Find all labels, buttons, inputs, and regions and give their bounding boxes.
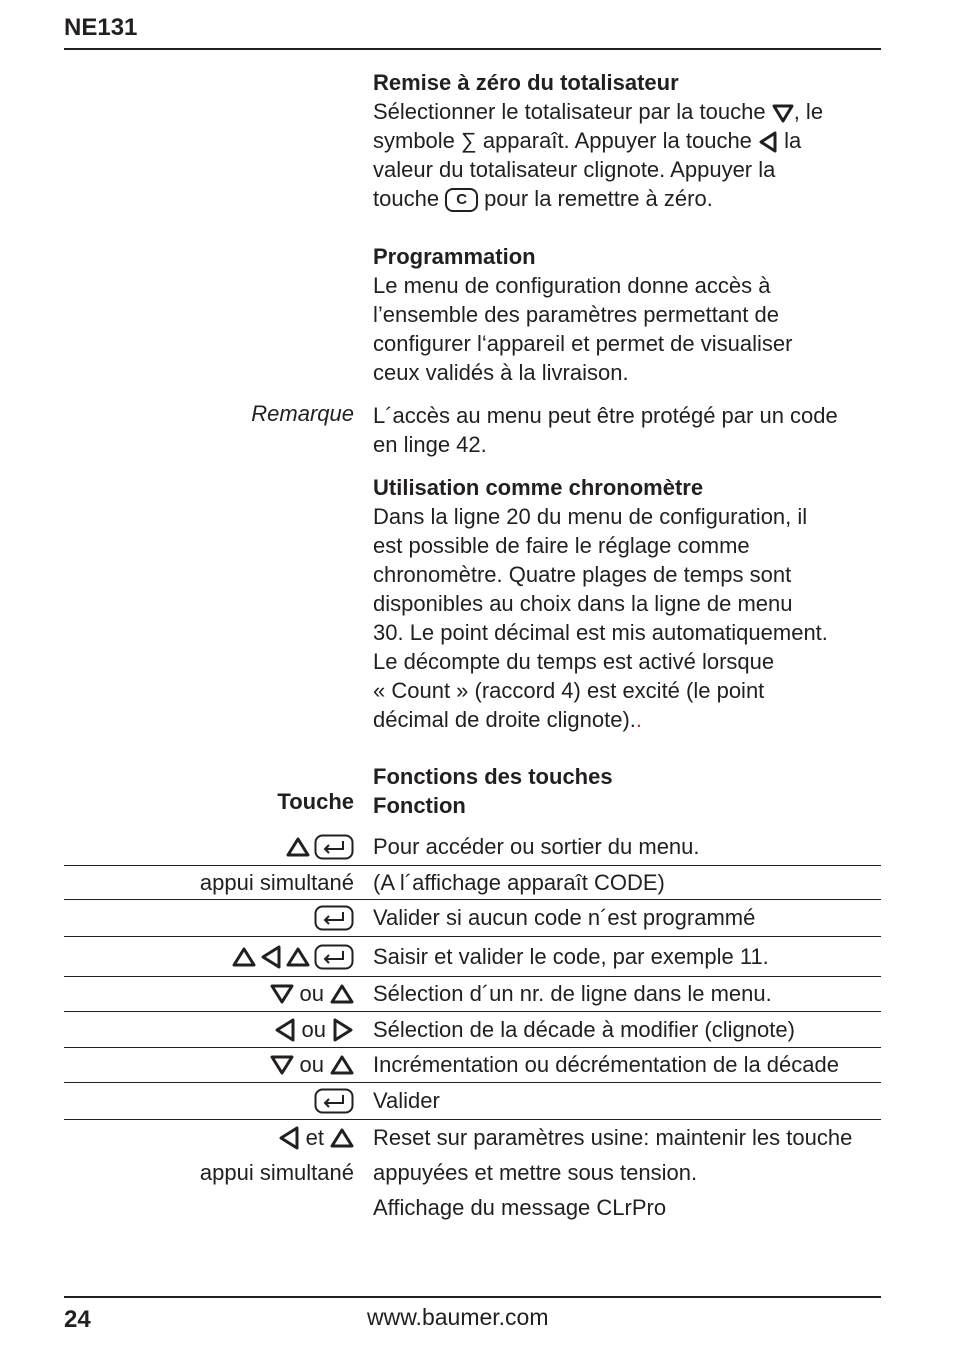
key-cell: [200, 866, 354, 899]
prog-line: l’ensemble des paramètres permettant de: [373, 302, 779, 327]
table-title: Fonctions des touches: [373, 764, 613, 789]
up-arrow-icon: [330, 983, 354, 1005]
chrono-line: Dans la ligne 20 du menu de configuration, il: [373, 504, 808, 529]
remark-text: [373, 401, 873, 459]
table-row: [64, 866, 881, 900]
function-cell: (A l´affichage apparaît CODE): [373, 870, 665, 895]
enter-key-icon: [314, 1088, 354, 1114]
down-arrow-icon: [270, 1054, 294, 1076]
reset-paragraph: [373, 97, 873, 213]
reset-heading: Remise à zéro du totalisateur: [373, 70, 679, 95]
left-arrow-icon: [274, 1018, 296, 1042]
enter-key-icon: [314, 905, 354, 931]
page-number: 24: [64, 1306, 91, 1333]
chrono-line: est possible de faire le réglage comme: [373, 533, 750, 558]
right-arrow-icon: [332, 1018, 354, 1042]
table-row: [64, 900, 881, 937]
enter-key-icon: [314, 834, 354, 860]
up-arrow-icon: [232, 946, 256, 968]
chrono-paragraph: [373, 502, 873, 734]
key-connector: et: [305, 1124, 324, 1150]
key-cell: [274, 1012, 354, 1047]
table-row: [64, 1012, 881, 1048]
key-label: appui simultané: [199, 1159, 354, 1185]
reset-line1a: Sélectionner le totalisateur par la touche: [373, 99, 766, 124]
reset-line1b: , le: [793, 99, 824, 124]
table-row: [64, 1048, 881, 1083]
function-cell: Valider si aucun code n´est programmé: [373, 905, 756, 930]
chrono-line: chronomètre. Quatre plages de temps sont: [373, 562, 792, 587]
key-cell: [232, 937, 354, 976]
key-cell: [286, 828, 354, 865]
reset-line2a: symbole ∑ apparaît. Appuyer la touche: [373, 128, 752, 153]
table-row: [64, 1083, 881, 1120]
chrono-line: « Count » (raccord 4) est excité (le point: [373, 678, 765, 703]
key-functions-table: [64, 828, 881, 1225]
left-arrow-icon: [278, 1126, 300, 1150]
chrono-heading: Utilisation comme chronomètre: [373, 475, 704, 500]
reset-line3: valeur du totalisateur clignote. Appuyer la: [373, 157, 776, 182]
down-arrow-icon: [270, 983, 294, 1005]
up-arrow-icon: [286, 946, 310, 968]
function-cell: Affichage du message CLrPro: [373, 1195, 667, 1220]
function-cell: Pour accéder ou sortier du menu.: [373, 834, 700, 859]
remark-line: en linge 42.: [373, 432, 487, 457]
prog-line: configurer l‘appareil et permet de visualiser: [373, 331, 793, 356]
left-arrow-icon: [260, 945, 282, 969]
table-row: [64, 937, 881, 977]
key-cell: [314, 900, 354, 936]
key-cell: [270, 1048, 354, 1082]
function-cell: Sélection d´un nr. de ligne dans le menu.: [373, 981, 772, 1006]
table-row: [64, 977, 881, 1012]
prog-heading: Programmation: [373, 244, 536, 269]
key-connector: ou: [299, 981, 324, 1006]
page-header: [64, 12, 881, 50]
up-arrow-icon: [330, 1054, 354, 1076]
table-row: [64, 1155, 881, 1190]
key-label: appui simultané: [199, 869, 354, 895]
enter-key-icon: [314, 944, 354, 970]
up-arrow-icon: [286, 836, 310, 858]
left-arrow-icon: [758, 131, 778, 153]
key-cell: [278, 1120, 354, 1155]
remark-label: Remarque: [251, 401, 354, 426]
function-cell: Sélection de la décade à modifier (clignote): [373, 1017, 795, 1042]
trailing-dot: .: [635, 707, 643, 732]
chrono-line: disponibles au choix dans la ligne de menu: [373, 591, 793, 616]
table-row: [64, 1190, 881, 1225]
prog-paragraph: [373, 271, 873, 387]
table-row: [64, 828, 881, 866]
chrono-line: Le décompte du temps est activé lorsque: [373, 649, 775, 674]
key-cell: [200, 1155, 354, 1190]
function-cell: appuyées et mettre sous tension.: [373, 1160, 698, 1185]
key-cell: [270, 977, 354, 1011]
function-cell: Valider: [373, 1088, 440, 1113]
reset-line4b: pour la remettre à zéro.: [484, 186, 713, 211]
table-row: [64, 1120, 881, 1155]
function-cell: Saisir et valider le code, par exemple 11.: [373, 944, 769, 969]
prog-line: ceux validés à la livraison.: [373, 360, 629, 385]
c-key-icon: C: [445, 188, 478, 212]
main-content: [373, 68, 873, 820]
key-connector: ou: [301, 1016, 326, 1042]
footer-url: www.baumer.com: [367, 1304, 549, 1330]
key-cell: [314, 1083, 354, 1119]
up-arrow-icon: [330, 1127, 354, 1149]
page-footer: [64, 1296, 881, 1333]
product-title: NE131: [64, 14, 138, 41]
down-arrow-icon: [772, 103, 794, 123]
prog-line: Le menu de configuration donne accès à: [373, 273, 771, 298]
chrono-line: décimal de droite clignote).: [373, 707, 636, 732]
col-key-header: Touche: [277, 789, 354, 814]
reset-line4a: touche: [373, 186, 440, 211]
reset-line2b: la: [784, 128, 802, 153]
col-func-header: Fonction: [373, 793, 466, 818]
function-cell: Incrémentation ou décrémentation de la décade: [373, 1052, 839, 1077]
chrono-line: 30. Le point décimal est mis automatiquement.: [373, 620, 828, 645]
remark-line: L´accès au menu peut être protégé par un code: [373, 403, 838, 428]
key-connector: ou: [299, 1052, 324, 1077]
function-cell: Reset sur paramètres usine: maintenir les touche: [373, 1125, 853, 1150]
